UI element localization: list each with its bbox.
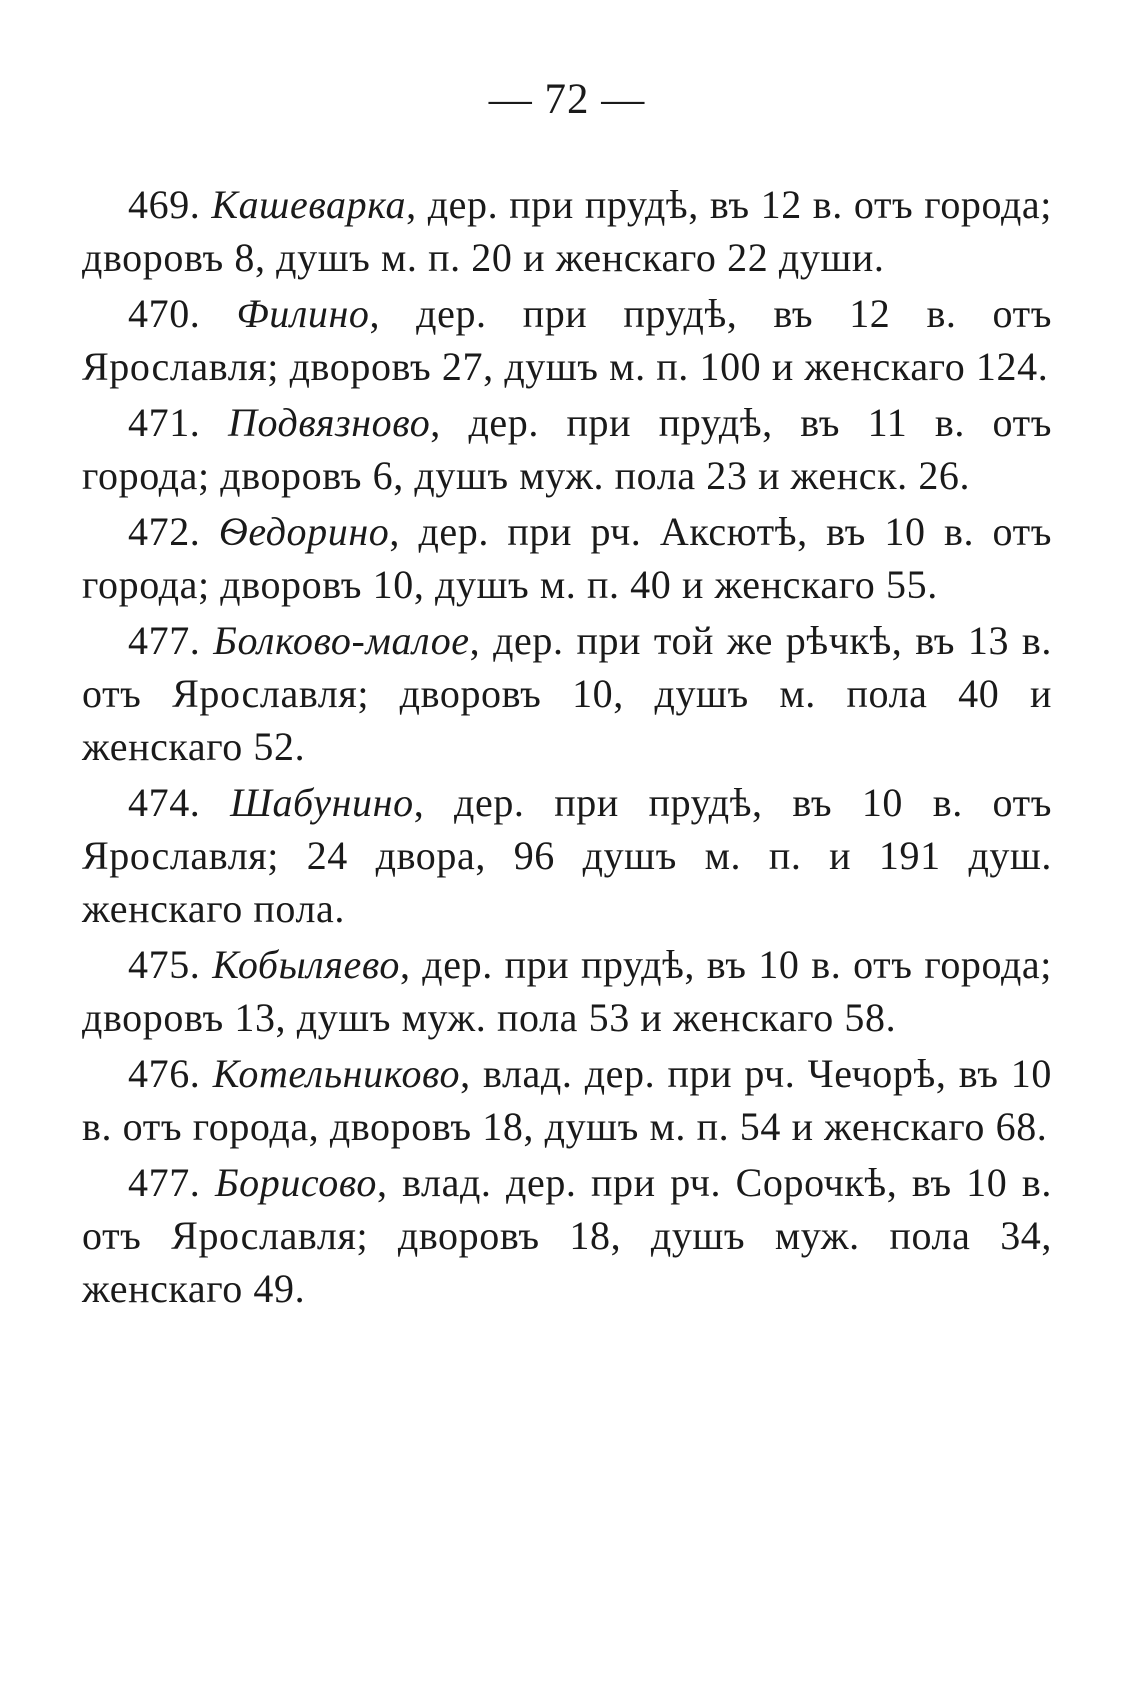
entry-name: Ѳедорино [218, 509, 390, 554]
entry-name: Котельниково [212, 1051, 461, 1096]
entry-number: 469. [128, 182, 201, 227]
entry-number: 471. [128, 400, 201, 445]
entry-number: 477. [128, 618, 201, 663]
entry-name: Борисово [214, 1160, 377, 1205]
entry-name: Подвязново [227, 400, 431, 445]
entry-number: 472. [128, 509, 201, 554]
entry-text: , дер. при прудѣ, въ 12 в. отъ Ярославля; дворовъ 27, душъ м. п. 100 и женскаго 124. [82, 291, 1052, 389]
entry-name: Шабунино [230, 780, 414, 825]
list-item [82, 505, 1052, 611]
entry-text: , дер. при прудѣ, въ 12 в. отъ города; дворовъ 8, душъ м. п. 20 и женскаго 22 души. [82, 182, 1052, 280]
entry-text: , дер. при прудѣ, въ 11 в. отъ города; дворовъ 6, душъ муж. пола 23 и женск. 26. [82, 400, 1052, 498]
entry-number: 477. [128, 1160, 201, 1205]
entry-number: 474. [128, 780, 201, 825]
entry-number: 475. [128, 942, 201, 987]
list-item [82, 776, 1052, 935]
entry-list [82, 178, 1052, 1315]
list-item [82, 938, 1052, 1044]
entry-text: , дер. при рч. Аксютѣ, въ 10 в. отъ города; дворовъ 10, душъ м. п. 40 и женскаго 55. [82, 509, 1052, 607]
page-number: — 72 — [488, 76, 646, 123]
entry-text: , дер. при той же рѣчкѣ, въ 13 в. отъ Ярославля; дворовъ 10, душъ м. пола 40 и женскаго 52. [82, 618, 1052, 769]
list-item [82, 178, 1052, 284]
document-page [82, 70, 1052, 1318]
list-item [82, 1047, 1052, 1153]
list-item [82, 1156, 1052, 1315]
list-item [82, 614, 1052, 773]
entry-text: , дер. при прудѣ, въ 10 в. отъ Ярославля; 24 двора, 96 душъ м. п. и 191 душ. женскаго пола. [82, 780, 1052, 931]
entry-name: Филино [236, 291, 370, 336]
entry-text: , влад. дер. при рч. Чечорѣ, въ 10 в. отъ города, дворовъ 18, душъ м. п. 54 и женскаго 68. [82, 1051, 1052, 1149]
entry-name: Кашеварка [211, 182, 407, 227]
entry-number: 476. [128, 1051, 201, 1096]
list-item [82, 287, 1052, 393]
entry-number: 470. [128, 291, 201, 336]
list-item [82, 396, 1052, 502]
entry-text: , дер. при прудѣ, въ 10 в. отъ города; дворовъ 13, душъ муж. пола 53 и женскаго 58. [82, 942, 1052, 1040]
entry-name: Болково-малое [213, 618, 470, 663]
entry-name: Кобыляево [212, 942, 400, 987]
entry-text: , влад. дер. при рч. Сорочкѣ, въ 10 в. отъ Ярославля; дворовъ 18, душъ муж. пола 34, женскаго 49. [82, 1160, 1052, 1311]
